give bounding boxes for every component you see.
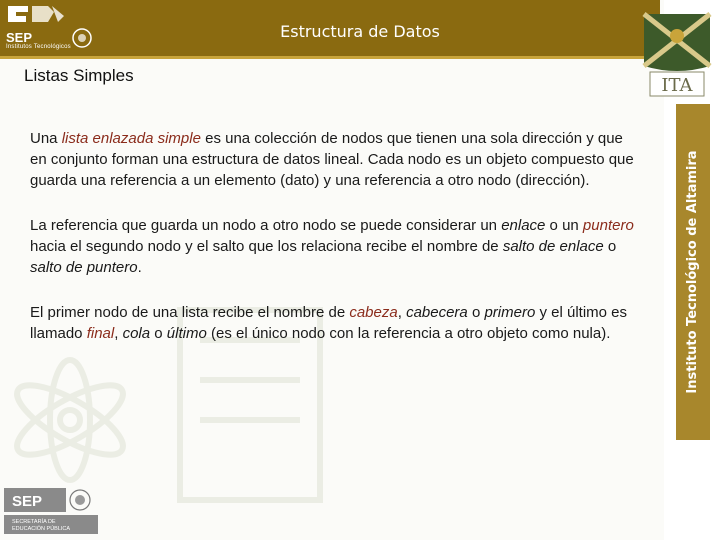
sep-logo-sublabel: Institutos Tecnológicos — [6, 44, 71, 50]
slide-content — [30, 128, 642, 368]
sep-footer-sublabel-2: EDUCACIÓN PÚBLICA — [12, 526, 71, 532]
paragraph-2: La referencia que guarda un nodo a otro nodo se puede considerar un enlace o un puntero hacia el segundo nodo y el salto que los relaciona recibe el nombre de salto de enlace o salto de puntero. — [30, 217, 634, 276]
header-divider — [0, 56, 660, 59]
slide-heading: Listas Simples — [24, 66, 134, 85]
term-highlight: puntero — [582, 217, 634, 234]
sep-footer-label: SEP — [12, 493, 43, 510]
term-highlight: cabeza — [349, 304, 398, 321]
sep-logo-label: SEP — [6, 30, 33, 45]
paragraph-1: Una lista enlazada simple es una colección de nodos que tienen una sola dirección y que en conjunto forman una estructura de datos lineal. Cada nodo es un objeto compuesto que guarda una referencia a un elemento (dato) y una referencia a otro nodo (dirección). — [30, 130, 634, 189]
page-title: Estructura de Datos — [280, 22, 440, 41]
institution-name: Instituto Tecnológico de Altamira — [685, 150, 700, 394]
term-highlight: lista enlazada simple — [61, 130, 201, 147]
term-highlight: final — [86, 325, 115, 342]
sep-footer-sublabel-1: SECRETARÍA DE — [12, 519, 56, 525]
ita-crest-label: ITA — [661, 75, 693, 96]
ita-crest-icon — [640, 12, 714, 100]
paragraph-3: El primer nodo de una lista recibe el nombre de cabeza, cabecera o primero y el último es llamado final, cola o último (es el único nodo con la referencia a otro objeto como nula). — [30, 304, 628, 342]
sep-footer-logo-icon — [4, 488, 98, 534]
